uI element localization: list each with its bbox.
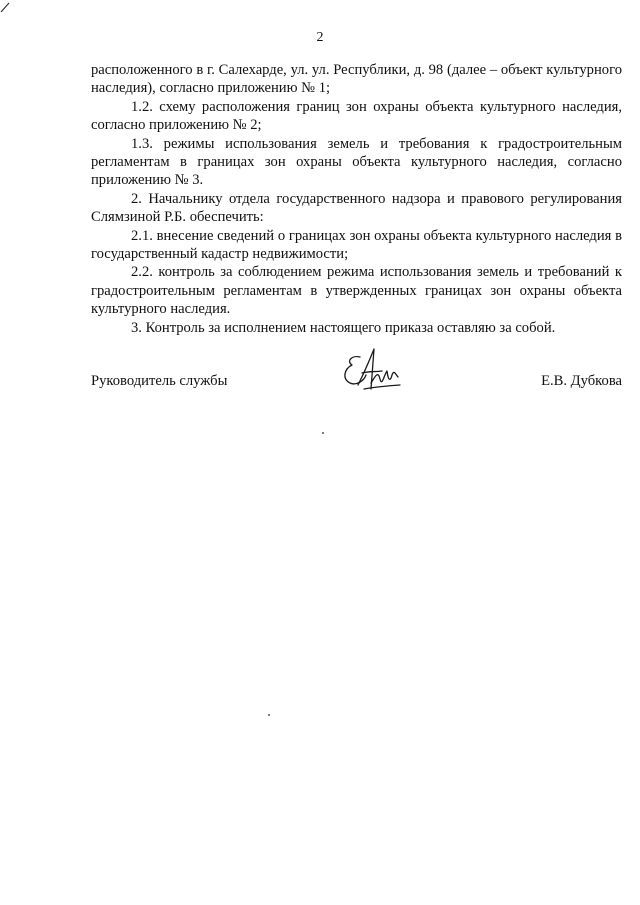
paragraph-1-2: 1.2. схему расположения границ зон охраны объекта культурного наследия, согласно приложению № 2; — [91, 98, 622, 134]
page-number: 2 — [316, 30, 324, 45]
scan-speck — [268, 714, 270, 716]
paragraph-3: 3. Контроль за исполнением настоящего приказа оставляю за собой. — [131, 319, 556, 336]
paragraph-continuation: расположенного в г. Салехарде, ул. ул. Республики, д. 98 (далее – объект культурного наследия), согласно приложению № 1; — [91, 62, 622, 97]
paragraph-2: 2. Начальнику отдела государственного надзора и правового регулирования Слямзиной Р.Б. обеспечить: — [91, 190, 622, 226]
document-body — [91, 61, 622, 337]
handwritten-signature — [340, 345, 406, 397]
signatory-name: Е.В. Дубкова — [541, 373, 622, 389]
paragraph-2-2: 2.2. контроль за соблюдением режима использования земель и требований к градостроительным регламентам в утвержденных границах зон охраны объекта культурного наследия. — [91, 264, 622, 318]
signatory-position: Руководитель службы — [91, 373, 228, 389]
paragraph-1-3: 1.3. режимы использования земель и требования к градостроительным регламентам в границах зон охраны объекта культурного наследия, согласно приложению № 3. — [91, 135, 622, 189]
scan-corner-mark — [0, 0, 14, 14]
scan-speck — [322, 432, 324, 434]
paragraph-2-1: 2.1. внесение сведений о границах зон охраны объекта культурного наследия в государственный кадастр недвижимости; — [91, 227, 622, 263]
